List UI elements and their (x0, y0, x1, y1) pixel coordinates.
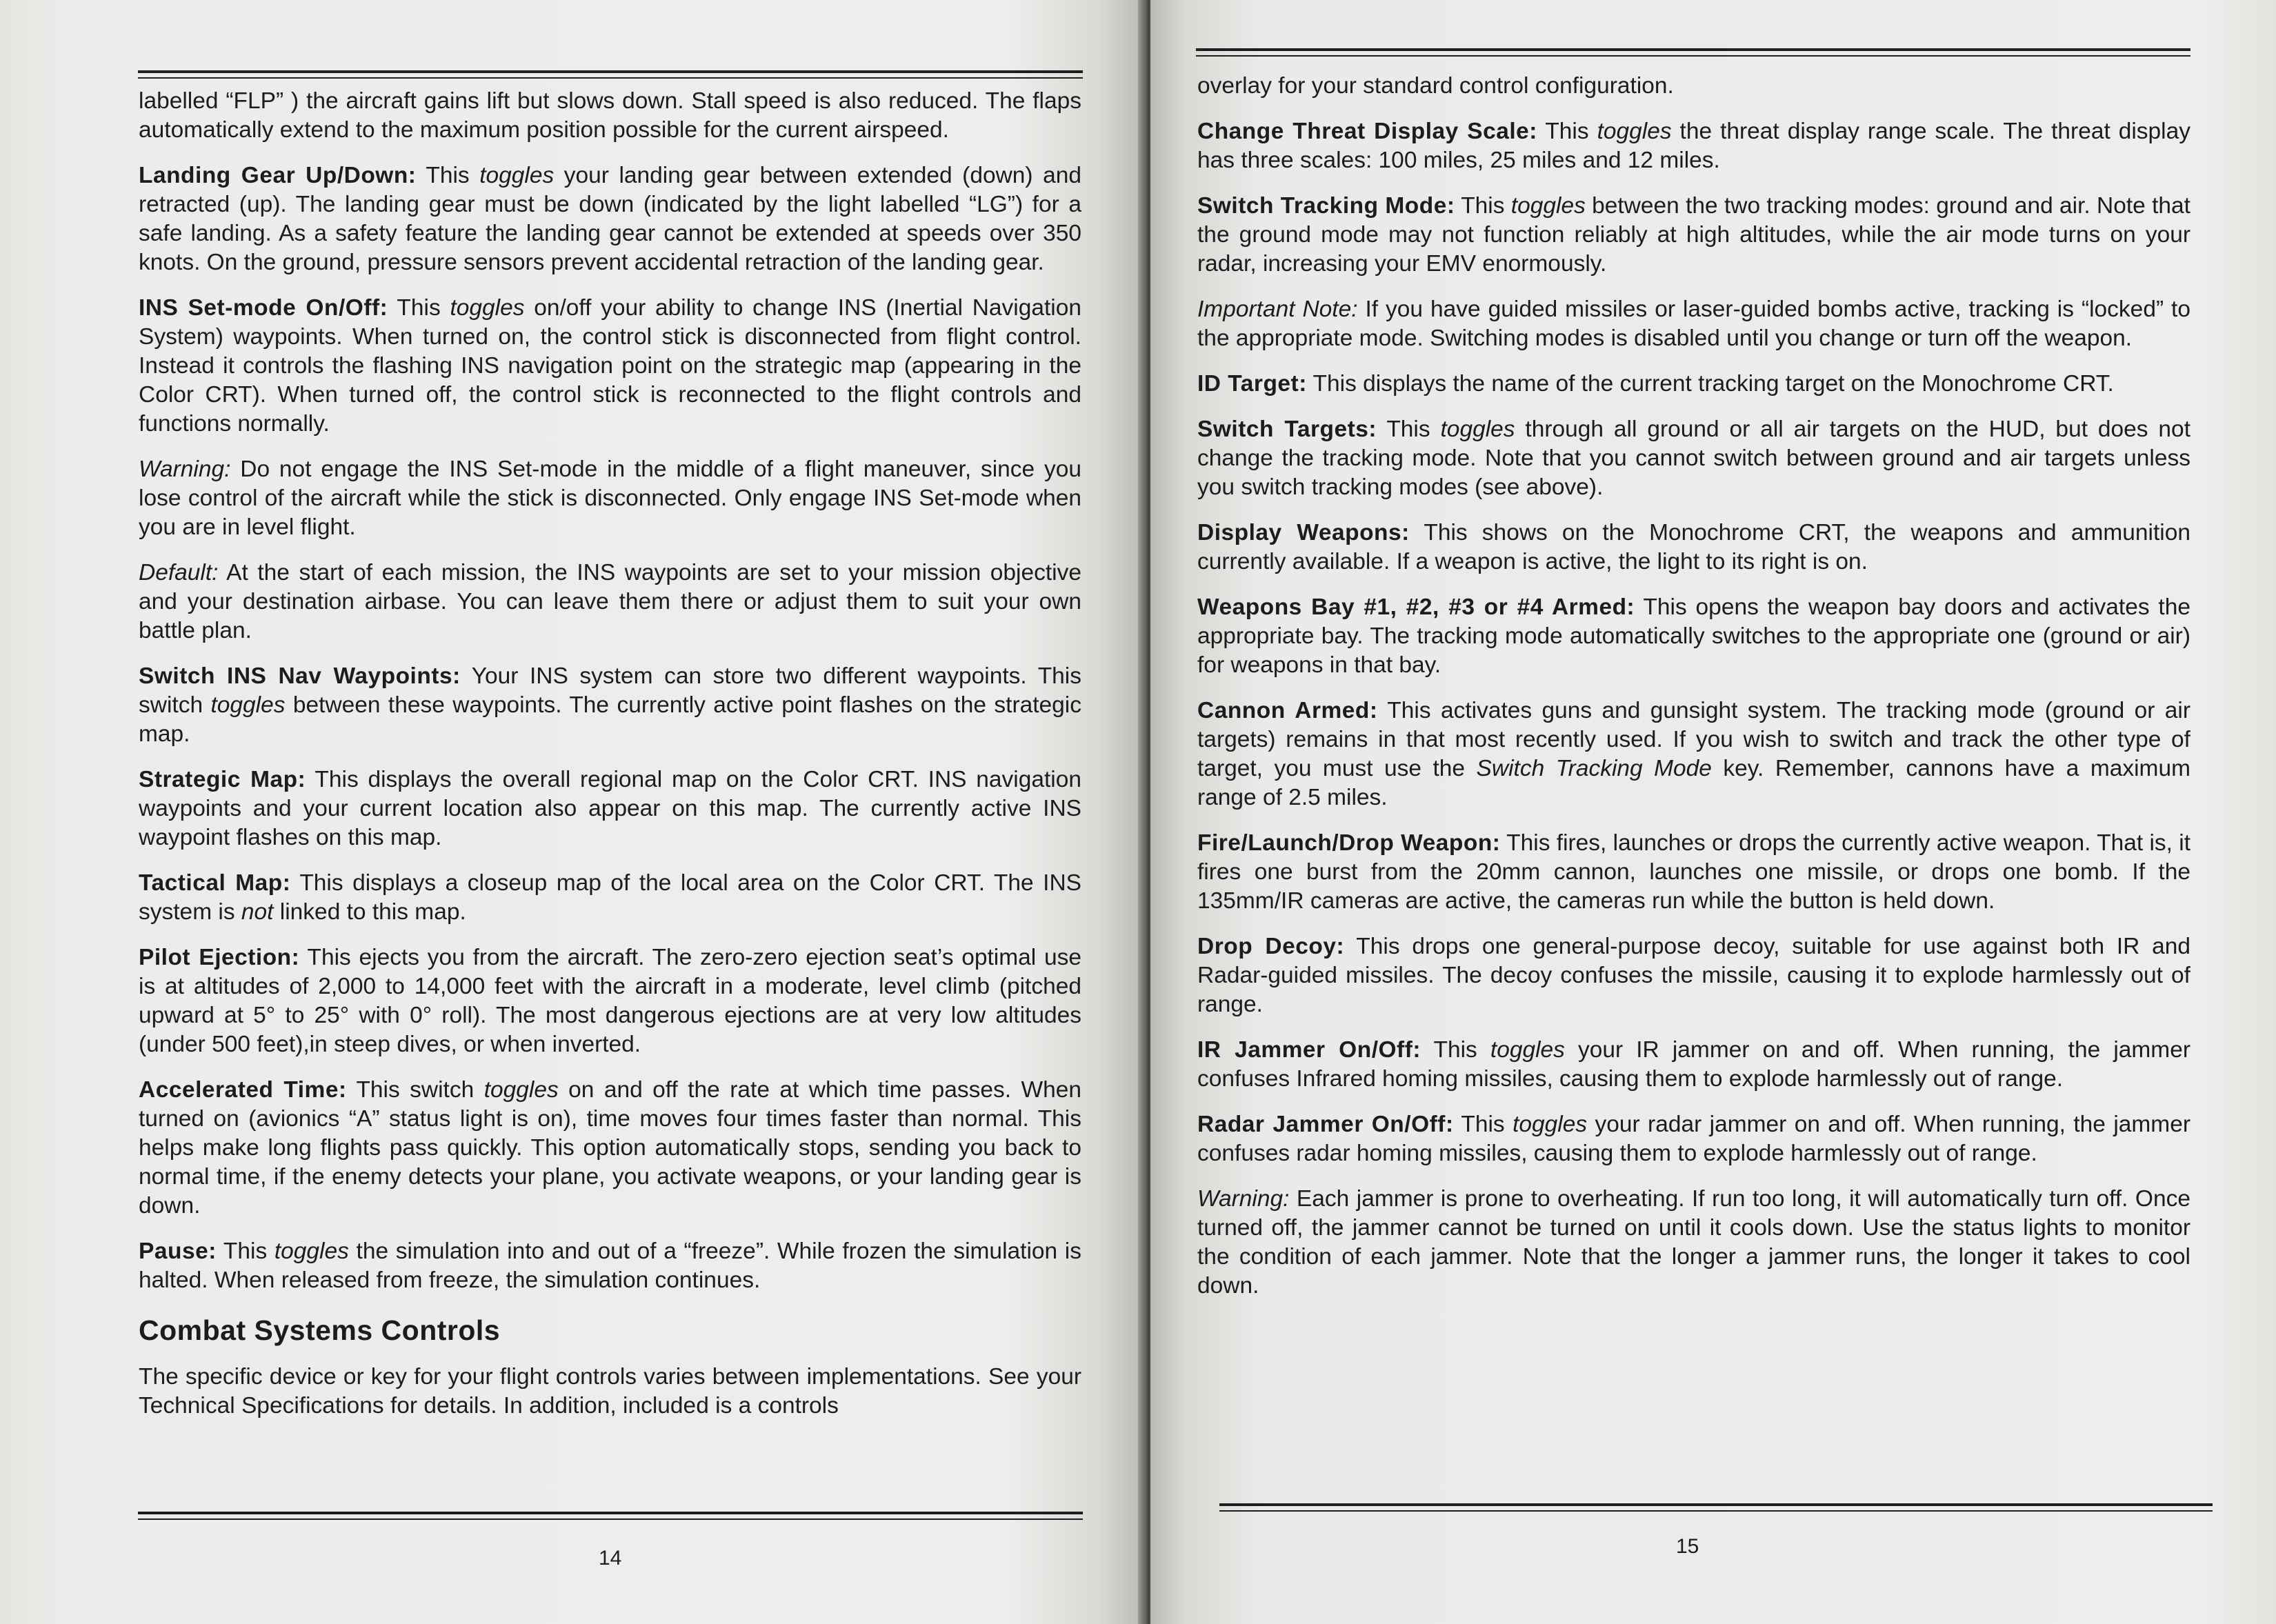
emphasis-text: toggles (1490, 1037, 1565, 1063)
paragraph-text: through all ground or all air targets on the HUD, but does not change the tracking mode. Note that you cannot switch between ground and air targets unless you switch tracking modes (see above). (1197, 417, 2190, 500)
right-page (1150, 0, 2276, 1624)
paragraph-text: This displays the overall regional map on the Color CRT. INS navigation waypoints and your current location also appear on this map. The currently active INS waypoint flashes on this map. (139, 767, 1081, 850)
paragraph-text: This (1455, 193, 1511, 219)
paragraph-text: Do not engage the INS Set-mode in the middle of a flight maneuver, since you lose control of the aircraft while the stick is disconnected. Only engage INS Set-mode when you are in level flight. (139, 457, 1081, 540)
left-column (139, 87, 1081, 1437)
paragraph-tactical-map (139, 869, 1081, 927)
paragraph-ir-jammer (1197, 1036, 2190, 1094)
paragraph-text: overlay for your standard control configuration. (1197, 73, 1674, 99)
note-label: Warning: (139, 457, 231, 482)
note-label: Warning: (1197, 1186, 1290, 1212)
emphasis-text: toggles (483, 1077, 559, 1103)
term-label: Pilot Ejection: (139, 945, 300, 970)
paragraph-text: This shows on the Monochrome CRT, the weapons and ammunition currently available. If a weapon is active, the light to its right is on. (1197, 520, 2190, 574)
paragraph-important-note (1197, 295, 2190, 353)
paragraph-text: This (216, 1239, 274, 1264)
emphasis-text: toggles (450, 295, 525, 321)
paragraph-text: on/off your ability to change INS (Inertial Navigation System) waypoints. When turned on, the control stick is disconnected from flight control. Instead it controls the flashing INS navigation point on the strategic map (appearing in the Color CRT). When turned off, the control stick is reconnected to the flight controls and functions normally. (139, 295, 1082, 437)
paragraph-text: This (1537, 119, 1597, 144)
term-label: Switch Tracking Mode: (1197, 193, 1455, 219)
paragraph-display-weapons (1197, 519, 2190, 577)
term-label: Change Threat Display Scale: (1197, 119, 1537, 144)
term-label: Cannon Armed: (1197, 698, 1378, 723)
paragraph-text: This fires, launches or drops the currently active weapon. That is, it fires one burst from the 20mm cannon, launches one missile, or drops one bomb. If the 135mm/IR cameras are active, the cameras run while the button is held down. (1197, 830, 2191, 914)
paragraph-threat-scale (1197, 117, 2190, 175)
paragraph-text: Each jammer is prone to overheating. If run too long, it will automatically turn off. Once turned off, the jammer cannot be turned on until it cools down. Use the status lights to monitor the condition of each jammer. Note that the longer a jammer runs, the longer it takes to cool down. (1197, 1186, 2190, 1299)
paragraph-text: If you have guided missiles or laser-guided bombs active, tracking is “locked” to the appropriate mode. Switching modes is disabled until you change or turn off the weapon. (1197, 297, 2190, 351)
term-label: Display Weapons: (1197, 520, 1410, 545)
paragraph-text: Your INS system can store two different waypoints. This switch (139, 663, 1081, 718)
paragraph-id-target (1197, 370, 2190, 399)
emphasis-text: toggles (1510, 193, 1586, 219)
paragraph-jammer-warning (1197, 1185, 2190, 1301)
bottom-rule (1219, 1503, 2213, 1512)
term-label: Landing Gear Up/Down: (139, 163, 417, 188)
paragraph-text: This (1377, 417, 1441, 442)
term-label: Weapons Bay #1, #2, #3 or #4 Armed: (1197, 594, 1635, 620)
term-label: ID Target: (1197, 371, 1307, 397)
paragraph-strategic-map (139, 765, 1081, 852)
paragraph-ins-set-mode (139, 294, 1081, 439)
term-label: Switch Targets: (1197, 417, 1377, 442)
paragraph-accelerated-time (139, 1076, 1081, 1221)
paragraph-text: This switch (346, 1077, 484, 1103)
emphasis-text: toggles (210, 692, 286, 718)
term-label: Strategic Map: (139, 767, 306, 792)
term-label: Switch INS Nav Waypoints: (139, 663, 461, 689)
emphasis-text: toggles (1597, 119, 1672, 144)
paragraph-text: your landing gear between extended (down) and retracted (up). The landing gear must be down (indicated by the light labelled “LG”) for a safe landing. As a safety feature the landing gear cannot be extended at speeds over 350 knots. On the ground, pressure sensors prevent accidental retraction of the landing gear. (139, 163, 1082, 275)
paragraph-text: between the two tracking modes: ground and air. Note that the ground mode may not function reliably at high altitudes, while the air mode turns on your radar, increasing your EMV enormously. (1197, 193, 2190, 277)
top-rule (138, 70, 1083, 79)
paragraph-cannon-armed (1197, 696, 2190, 812)
note-label: Important Note: (1197, 297, 1358, 322)
paragraph-text: linked to this map. (273, 899, 466, 925)
paragraph-pilot-ejection (139, 943, 1081, 1059)
paragraph (1197, 72, 2190, 101)
paragraph-text: This opens the weapon bay doors and activates the appropriate bay. The tracking mode automatically switches to the appropriate one (ground or air) for weapons in that bay. (1197, 594, 2190, 678)
emphasis-text: toggles (1513, 1112, 1588, 1137)
paragraph-text: This displays the name of the current tracking target on the Monochrome CRT. (1306, 371, 2114, 397)
paragraph-text: labelled “FLP” ) the aircraft gains lift but slows down. Stall speed is also reduced. The flaps automatically extend to the maximum position possible for the current airspeed. (139, 88, 1081, 143)
bottom-rule (138, 1512, 1083, 1520)
paragraph-text: on and off the rate at which time passes. When turned on (avionics “A” status light is on), time moves four times faster than normal. This helps make long flights pass quickly. This option automatically stops, sending you back to normal time, if the enemy detects your plane, you activate weapons, or your landing gear is down. (139, 1077, 1081, 1219)
term-label: Fire/Launch/Drop Weapon: (1197, 830, 1501, 856)
paragraph-warning (139, 455, 1081, 542)
emphasis-text: Switch Tracking Mode (1476, 756, 1712, 781)
paragraph (139, 87, 1081, 145)
paragraph-text: the simulation into and out of a “freeze”. While frozen the simulation is halted. When released from freeze, the simulation continues. (139, 1239, 1082, 1293)
paragraph-text: between these waypoints. The currently active point flashes on the strategic map. (139, 692, 1081, 747)
paragraph-landing-gear (139, 161, 1081, 277)
paragraph-pause (139, 1237, 1081, 1295)
paragraph-drop-decoy (1197, 932, 2190, 1019)
paragraph-text: This displays a closeup map of the local area on the Color CRT. The INS system is (139, 870, 1081, 925)
term-label: Radar Jammer On/Off: (1197, 1112, 1454, 1137)
paragraph-text: This (1453, 1112, 1513, 1137)
paragraph-radar-jammer (1197, 1110, 2190, 1168)
top-rule (1196, 48, 2190, 57)
paragraph-text: This drops one general-purpose decoy, suitable for use against both IR and Radar-guided missiles. The decoy confuses the missile, causing it to explode harmlessly out of range. (1197, 934, 2190, 1017)
term-label: Pause: (139, 1239, 217, 1264)
paragraph-text: The specific device or key for your flight controls varies between implementations. See your Technical Specifications for details. In addition, included is a controls (139, 1364, 1081, 1419)
term-label: Drop Decoy: (1197, 934, 1345, 959)
paragraph-switch-targets (1197, 415, 2190, 502)
paragraph-text: This (388, 295, 450, 321)
term-label: Accelerated Time: (139, 1077, 347, 1103)
note-label: Default: (139, 560, 219, 585)
paragraph-weapons-bay (1197, 593, 2190, 680)
paragraph-default (139, 559, 1081, 645)
paragraph-text: your IR jammer on and off. When running, the jammer confuses Infrared homing missiles, causing them to explode harmlessly out of range. (1197, 1037, 2190, 1092)
page-number: 14 (599, 1547, 622, 1570)
paragraph-text: This (1421, 1037, 1490, 1063)
term-label: INS Set-mode On/Off: (139, 295, 388, 321)
paragraph-text: This ejects you from the aircraft. The zero-zero ejection seat’s optimal use is at altitudes of 2,000 to 14,000 feet with the aircraft in a moderate, level climb (pitched upward at 5° to 25° with 0° roll). The most dangerous ejections are at very low altitudes (under 500 feet),in steep dives, or when inverted. (139, 945, 1081, 1057)
paragraph-section-intro (139, 1363, 1081, 1421)
paragraph-text: key. Remember, cannons have a maximum range of 2.5 miles. (1197, 756, 2190, 810)
emphasis-text: toggles (479, 163, 555, 188)
page-number: 15 (1676, 1535, 1699, 1558)
paragraph-text: the threat display range scale. The threat display has three scales: 100 miles, 25 miles and 12 miles. (1197, 119, 2191, 173)
term-label: IR Jammer On/Off: (1197, 1037, 1421, 1063)
section-title: Combat Systems Controls (139, 1314, 501, 1346)
right-column (1197, 72, 2190, 1317)
emphasis-text: toggles (1440, 417, 1515, 442)
paragraph-tracking-mode (1197, 192, 2190, 279)
paragraph-text: At the start of each mission, the INS waypoints are set to your mission objective and your destination airbase. You can leave them there or adjust them to suit your own battle plan. (139, 560, 1081, 643)
paragraph-fire-weapon (1197, 829, 2190, 916)
paragraph-switch-ins-nav (139, 662, 1081, 749)
paragraph-text: your radar jammer on and off. When running, the jammer confuses radar homing missiles, causing them to explode harmlessly out of range. (1197, 1112, 2190, 1166)
emphasis-text: toggles (274, 1239, 349, 1264)
emphasis-text: not (241, 899, 274, 925)
term-label: Tactical Map: (139, 870, 291, 896)
paragraph-text: This activates guns and gunsight system. The tracking mode (ground or air targets) remains in that most recently used. If you wish to switch and track the other type of target, you must use the (1197, 698, 2190, 781)
paragraph-text: This (416, 163, 480, 188)
